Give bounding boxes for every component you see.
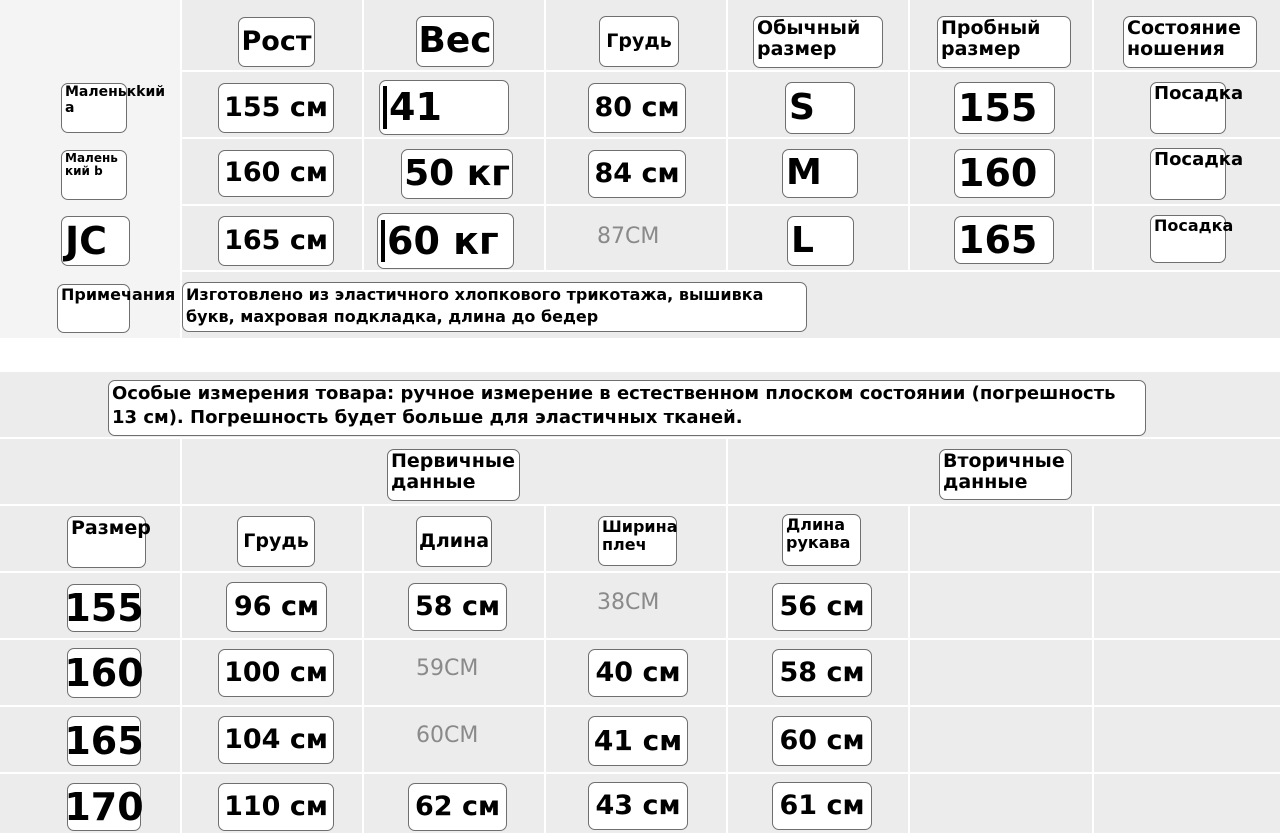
length-cell: 58 см [408,583,507,631]
row-divider [0,204,1280,206]
header-sleeve-length: Длина рукава [782,514,861,566]
length-cell: 62 см [408,783,507,831]
notes-text: Изготовлено из эластичного хлопкового трикотажа, вышивка букв, махровая подкладка, длина до бедер [182,282,807,332]
weight-value: 60 кг [381,220,499,263]
header-chest: Грудь [237,516,315,567]
size-cell: 165 [67,716,141,766]
row-divider [0,772,1280,774]
shoulder-cell: 41 см [588,716,688,766]
row-label-jc: JC [61,216,130,266]
sleeve-cell: 61 см [772,782,872,830]
size-cell: 155 [67,584,141,632]
row-divider [0,437,1280,439]
col-divider [726,437,728,833]
col-divider [544,0,546,270]
row-divider [0,571,1280,573]
length-cell: 60CM [416,723,479,748]
header-height: Рост [238,17,315,67]
col-divider [726,0,728,270]
col-divider [908,504,910,833]
chest-cell: 96 см [226,582,327,632]
fit-cell: Посадка [1150,148,1226,200]
size-cell: 160 [67,648,141,698]
header-chest: Грудь [599,16,679,67]
col-divider [544,504,546,833]
height-cell: 160 см [218,150,334,197]
row-divider [0,70,1280,72]
col-divider [1092,504,1094,833]
weight-value: 41 [383,86,442,129]
group-secondary-data: Вторичные данные [939,449,1072,500]
header-size: Размер [67,516,146,568]
height-cell: 165 см [218,216,334,266]
col-divider [362,504,364,833]
notes-label: Примечания [57,284,130,333]
chest-cell: 104 см [218,716,334,764]
weight-cell: 50 кг [401,149,513,199]
row-divider [0,638,1280,640]
chest-cell: 84 см [588,150,686,198]
header-length: Длина [416,516,492,567]
weight-cell [379,80,509,135]
col-divider [908,0,910,270]
trial-size-cell: 160 [954,149,1055,198]
height-cell: 155 см [218,83,334,133]
weight-cell [377,213,514,269]
shoulder-cell: 43 см [588,782,688,830]
col-divider [180,437,182,833]
shoulder-cell: 40 см [588,649,688,697]
row-divider [0,137,1280,139]
row-divider [0,705,1280,707]
fit-cell: Посадка [1150,215,1226,263]
row-label-small-b: Малень кий b [61,150,127,200]
chest-cell: 80 см [588,83,686,133]
row-divider [0,270,1280,272]
header-weight: Вес [416,16,494,67]
trial-size-cell: 165 [954,216,1054,264]
trial-size-cell: 155 [954,82,1055,134]
sleeve-cell: 56 см [772,583,872,631]
chest-cell: 110 см [218,783,334,831]
header-regular-size: Обычный размер [753,16,883,68]
fit-cell: Посадка [1150,82,1226,134]
size-cell: L [787,216,854,266]
header-wear-state: Состояние ношения [1123,16,1257,68]
sleeve-cell: 60 см [772,716,872,766]
row-label-small-a: Маленькkий a [61,83,127,133]
chest-cell: 100 см [218,649,334,697]
col-divider [362,0,364,270]
sleeve-cell: 58 см [772,649,872,697]
measurement-notice: Особые измерения товара: ручное измерение в естественном плоском состоянии (погрешность 13 см). Погрешность будет больше для эластичных тканей. [108,380,1146,436]
header-trial-size: Пробный размер [937,16,1071,68]
col-divider [1092,0,1094,270]
row-divider [0,504,1280,506]
size-cell: 170 [67,783,141,831]
size-cell: M [782,149,858,198]
length-cell: 59CM [416,656,479,681]
chest-cell: 87CM [597,224,660,249]
group-primary-data: Первичные данные [387,449,520,501]
shoulder-cell: 38CM [597,590,660,615]
size-cell: S [785,82,855,134]
header-shoulder-width: Ширина плеч [598,516,677,566]
